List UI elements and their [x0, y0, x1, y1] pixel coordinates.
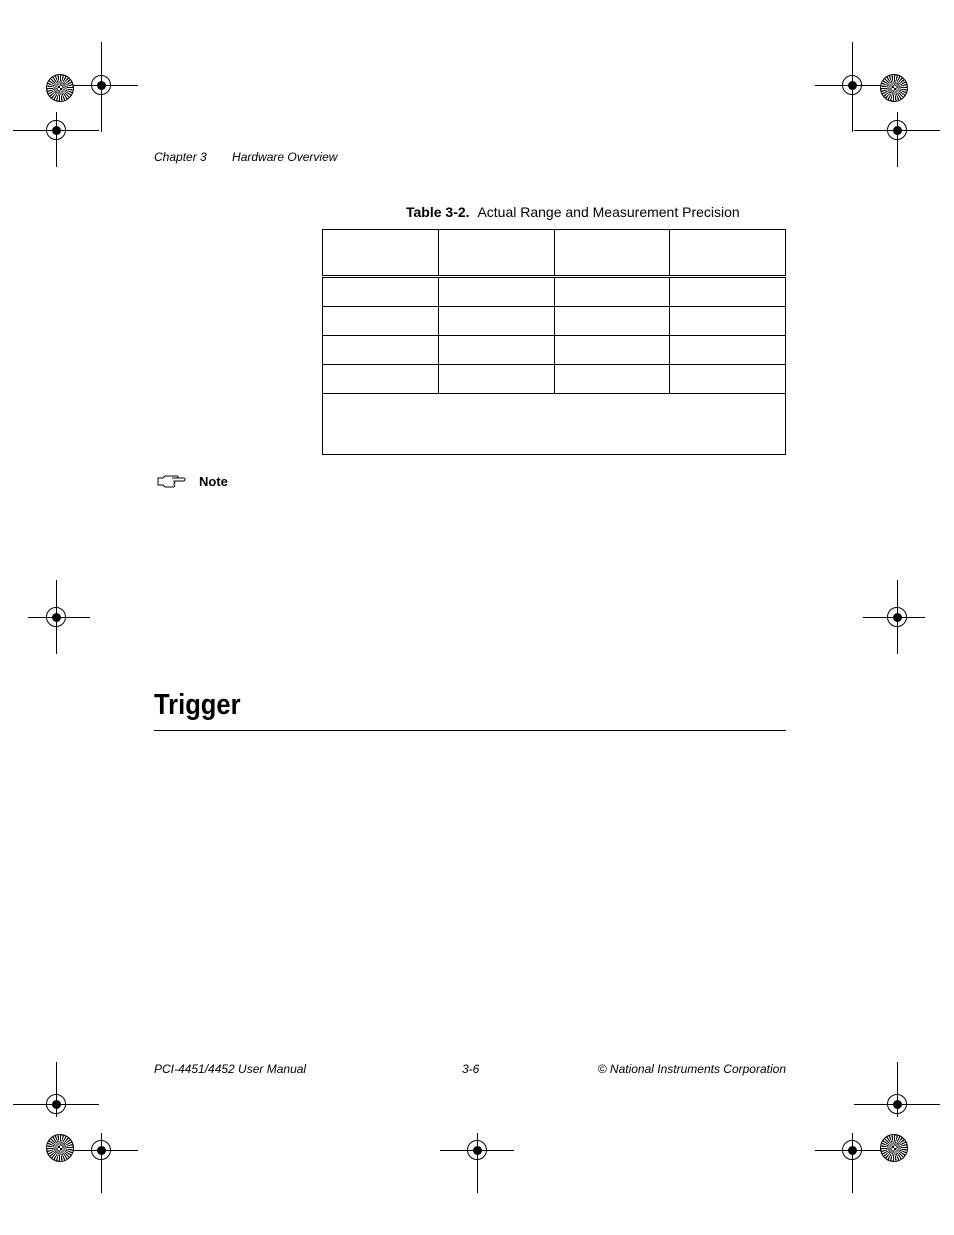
table-footnote-row: [323, 394, 786, 455]
section-heading: Trigger: [154, 689, 241, 721]
running-header: [154, 150, 337, 164]
table-cell: [438, 365, 554, 394]
starburst-mark-top-left: [46, 74, 74, 102]
header-section: Hardware Overview: [232, 150, 338, 164]
table-cell: [323, 277, 439, 307]
footer-copyright: © National Instruments Corporation: [597, 1062, 786, 1076]
table-caption-label: Table 3-2.: [406, 204, 470, 220]
starburst-mark-bottom-right: [880, 1134, 908, 1162]
table-row: [323, 336, 786, 365]
starburst-mark-bottom-left: [46, 1134, 74, 1162]
table-cell: [670, 277, 786, 307]
table-header-cell: [323, 230, 439, 277]
table-cell: [670, 336, 786, 365]
table-caption: [406, 204, 740, 220]
table-footnote: [323, 394, 786, 455]
table-header-row: [323, 230, 786, 277]
table-cell: [554, 277, 670, 307]
table-cell: [670, 365, 786, 394]
table-cell: [323, 336, 439, 365]
table-cell: [438, 307, 554, 336]
table-cell: [554, 336, 670, 365]
table-header-cell: [438, 230, 554, 277]
pointing-hand-icon: [157, 473, 187, 496]
table-cell: [554, 307, 670, 336]
table-cell: [438, 277, 554, 307]
table-cell: [323, 307, 439, 336]
section-heading-rule: [154, 730, 786, 731]
table-caption-title: Actual Range and Measurement Precision: [477, 204, 740, 220]
table-cell: [670, 307, 786, 336]
table-cell: [323, 365, 439, 394]
table-cell: [438, 336, 554, 365]
table-row: [323, 365, 786, 394]
table-header-cell: [670, 230, 786, 277]
table-header-cell: [554, 230, 670, 277]
header-chapter: Chapter 3: [154, 150, 207, 164]
note-label: Note: [199, 474, 228, 489]
table-row: [323, 277, 786, 307]
starburst-mark-top-right: [880, 74, 908, 102]
table-cell: [554, 365, 670, 394]
range-precision-table: [322, 229, 786, 455]
footer-page-number: 3-6: [462, 1062, 480, 1076]
footer-manual-title: PCI-4451/4452 User Manual: [154, 1062, 307, 1076]
table-row: [323, 307, 786, 336]
